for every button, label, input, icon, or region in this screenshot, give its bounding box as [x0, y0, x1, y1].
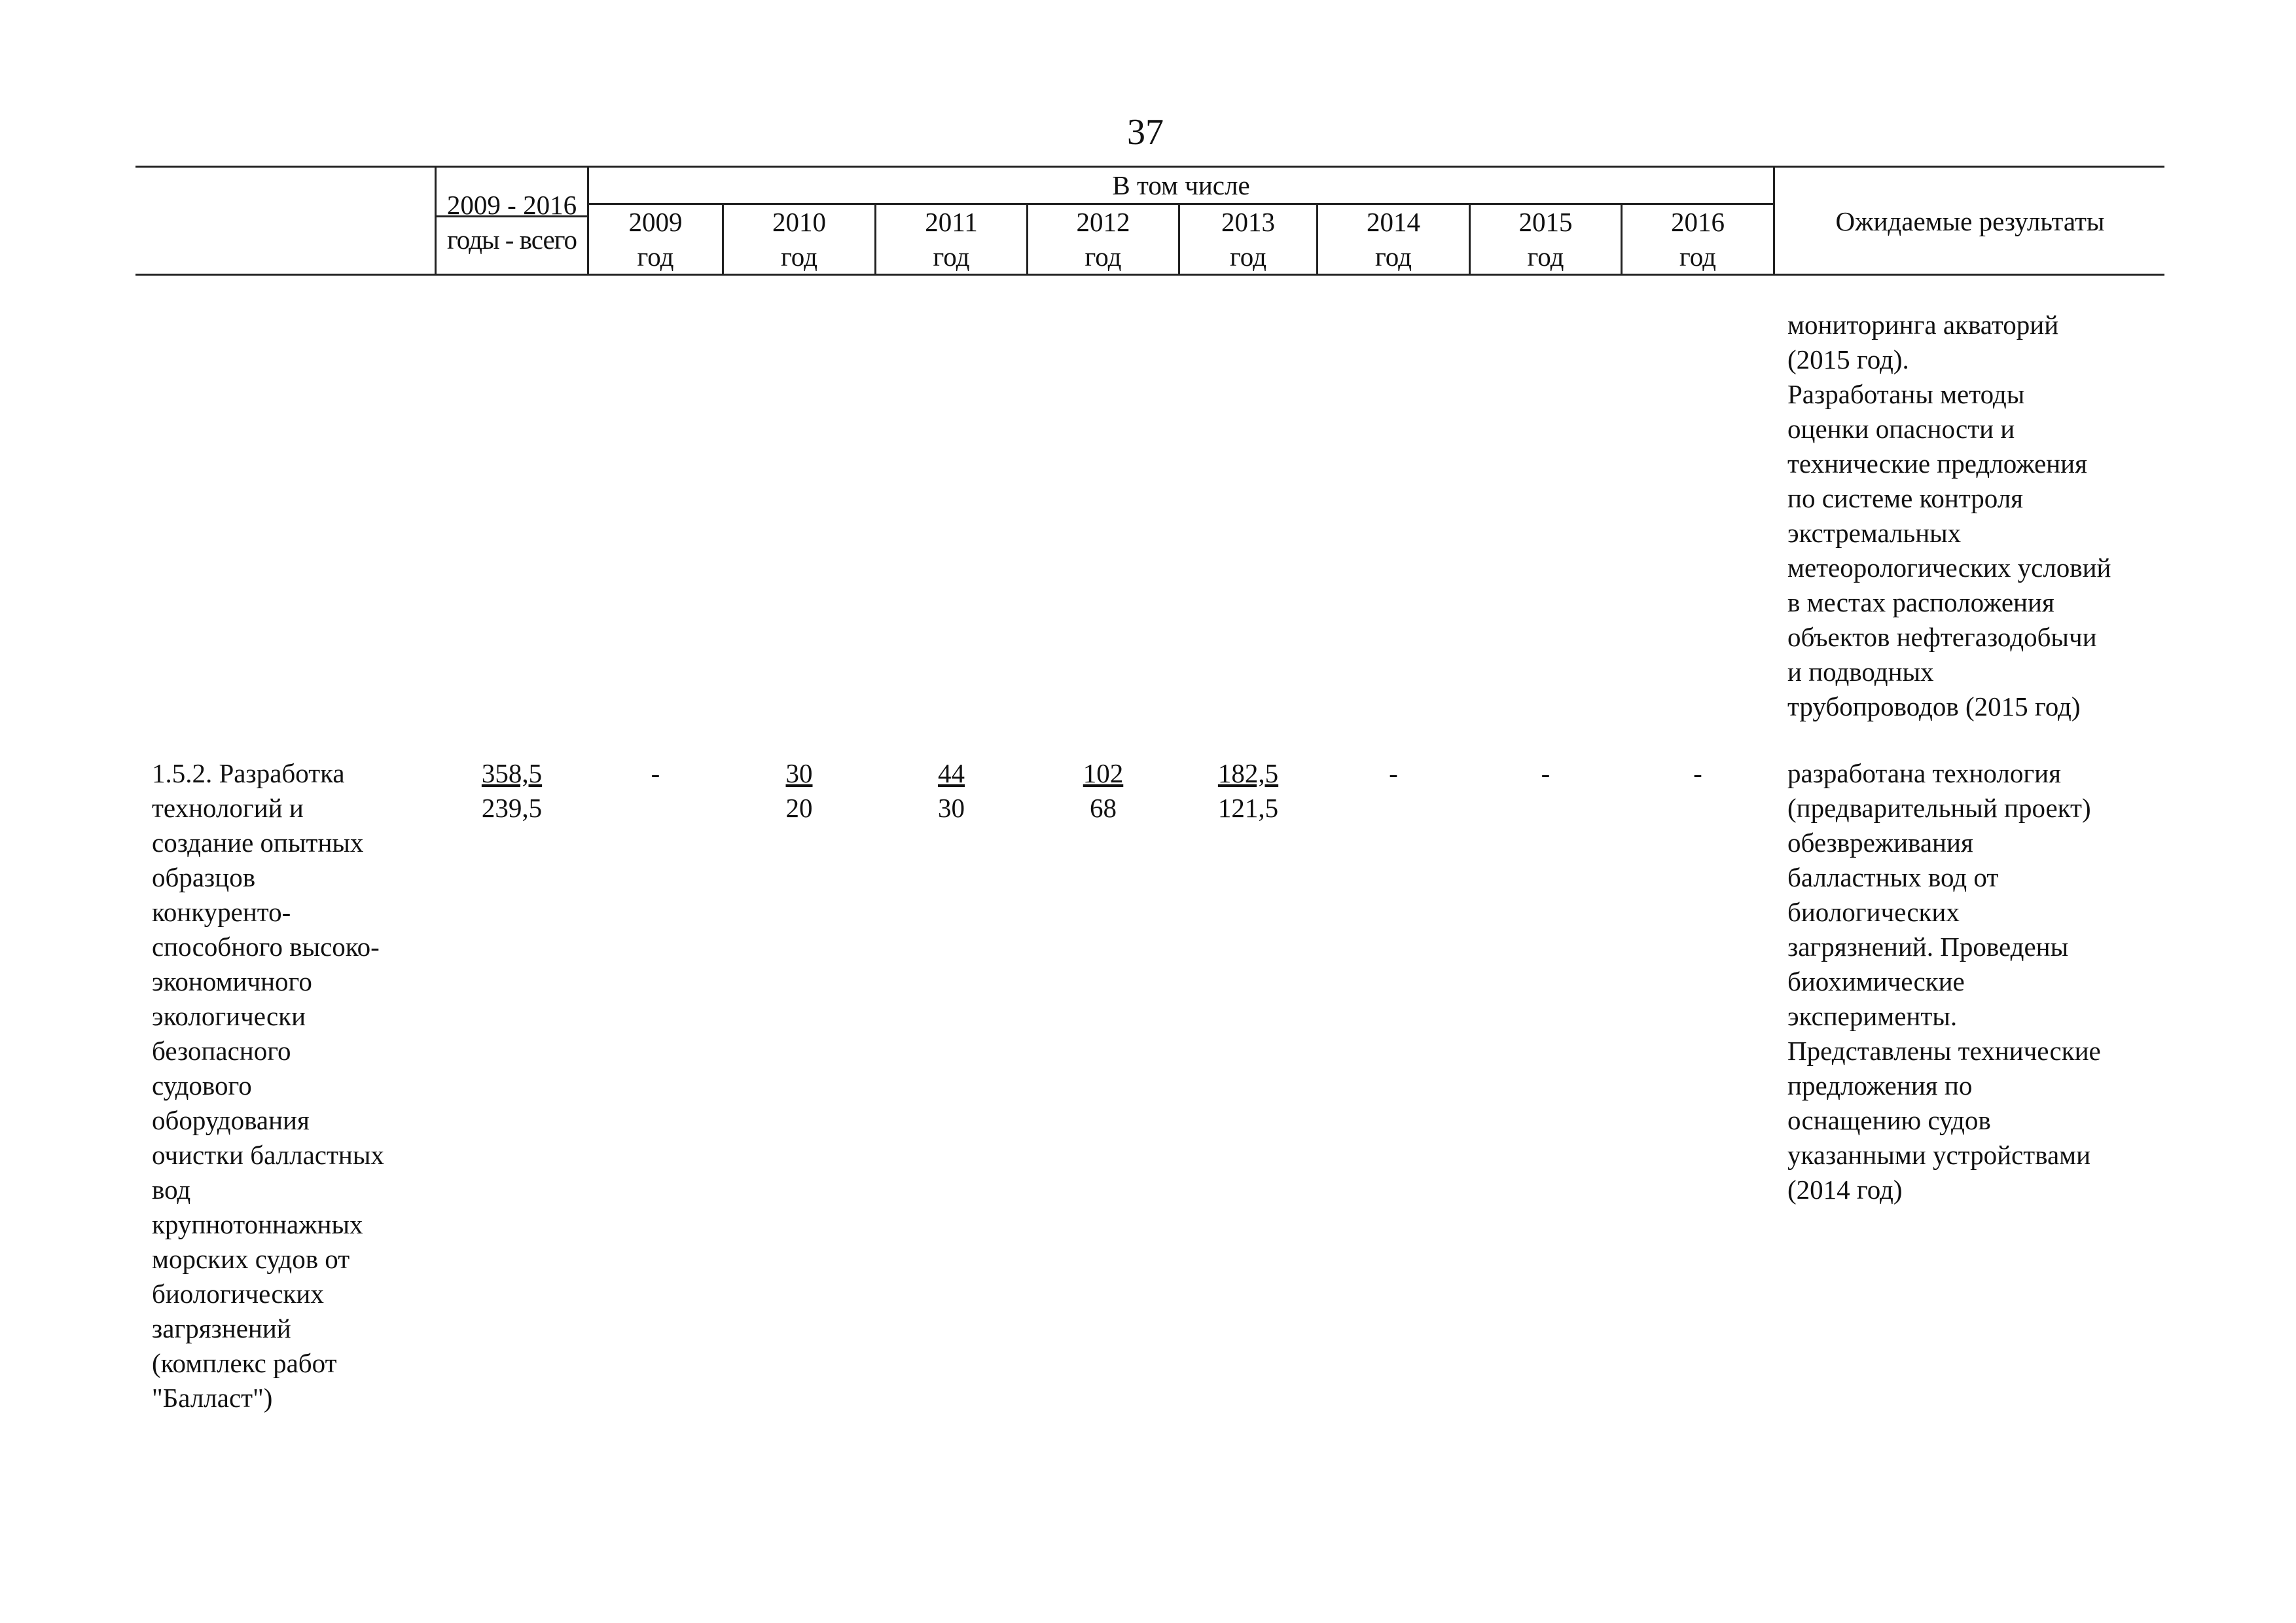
header-top-rule [135, 166, 2164, 168]
row-name-line: очистки балластных [152, 1140, 384, 1170]
results-line: биологических [1787, 897, 1960, 927]
row-name-line: оборудования [152, 1105, 310, 1135]
row-name-line: (комплекс работ [152, 1348, 337, 1378]
value-2013-bottom: 121,5 [1217, 793, 1279, 823]
total-value-bottom: 239,5 [481, 793, 543, 823]
results-line: метеорологических условий [1787, 553, 2111, 583]
results-line: предложения по [1787, 1070, 1973, 1101]
value-2012-bottom: 68 [1090, 793, 1117, 823]
results-line: загрязнений. Проведены [1787, 932, 2069, 962]
value-2015-top: - [1541, 758, 1551, 788]
row-name-line: безопасного [152, 1036, 291, 1066]
year-unit-2010: год [781, 242, 817, 272]
results-line: технические предложения [1787, 448, 2087, 479]
year-unit-2013: год [1230, 242, 1266, 272]
value-2011-bottom: 30 [938, 793, 965, 823]
results-line: объектов нефтегазодобычи [1787, 622, 2097, 652]
results-line: экстремальных [1787, 518, 1962, 548]
year-unit-2012: год [1085, 242, 1122, 272]
row-name-line: экологически [152, 1001, 306, 1031]
row-name-line: биологических [152, 1279, 324, 1309]
year-header-2013: 2013 [1221, 207, 1275, 237]
row-name-line: конкуренто- [152, 897, 291, 927]
results-line: Представлены технические [1787, 1036, 2101, 1066]
results-header: Ожидаемые результаты [1835, 206, 2105, 236]
row-name-line: создание опытных [152, 828, 364, 858]
row-results [1787, 756, 2101, 1207]
value-2009-top: - [651, 758, 660, 788]
value-2014-top: - [1389, 758, 1398, 788]
year-unit-2014: год [1375, 242, 1412, 272]
results-line: эксперименты. [1787, 1001, 1958, 1031]
total-label-line-1: 2009 - 2016 [446, 190, 577, 220]
year-header-2016: 2016 [1671, 207, 1725, 237]
results-line: балластных вод от [1787, 862, 1999, 892]
results-line: (2014 год) [1787, 1175, 1903, 1205]
results-line: оснащению судов [1787, 1105, 1991, 1135]
row-name-line: крупнотоннажных [152, 1209, 363, 1239]
value-2010-top: 30 [785, 758, 813, 788]
value-2010-bottom: 20 [785, 793, 813, 823]
results-line: (предварительный проект) [1787, 793, 2091, 823]
continuation-results [1787, 308, 2111, 724]
year-header-2009: 2009 [628, 207, 683, 237]
value-2012-top: 102 [1083, 758, 1124, 788]
row-name-line: вод [152, 1175, 191, 1205]
year-header-2010: 2010 [772, 207, 826, 237]
row-name-line: судового [152, 1070, 252, 1101]
year-unit-2011: год [933, 242, 970, 272]
row-name-line: морских судов от [152, 1244, 350, 1274]
results-line: Разработаны методы [1787, 379, 2025, 409]
row-name-line: 1.5.2. Разработка [152, 758, 345, 788]
value-2016-top: - [1693, 758, 1702, 788]
including-label: В том числе [1112, 170, 1250, 200]
row-name-line: "Балласт") [152, 1383, 273, 1413]
results-line: и подводных [1787, 657, 1934, 687]
row-name-line: образцов [152, 862, 256, 892]
results-line: разработана технология [1787, 758, 2061, 788]
year-header-2015: 2015 [1518, 207, 1573, 237]
year-header-2014: 2014 [1367, 207, 1420, 237]
total-value-top: 358,5 [481, 758, 543, 788]
page-number: 37 [1127, 112, 1164, 153]
results-line: трубопроводов (2015 год) [1787, 691, 2081, 721]
value-2013-top: 182,5 [1217, 758, 1279, 788]
year-unit-2015: год [1527, 242, 1564, 272]
results-line: (2015 год). [1787, 344, 1909, 374]
year-header-2011: 2011 [925, 207, 978, 237]
year-unit-2009: год [637, 242, 674, 272]
year-header-2012: 2012 [1076, 207, 1130, 237]
results-line: мониторинга акваторий [1787, 310, 2059, 340]
results-line: биохимические [1787, 966, 1965, 996]
total-label-line-2: годы - всего [447, 225, 577, 255]
row-name-line: технологий и [152, 793, 304, 823]
results-line: оценки опасности и [1787, 414, 2015, 444]
row-name-line: загрязнений [152, 1313, 291, 1343]
row-name-line: способного высоко- [152, 932, 380, 962]
value-2011-top: 44 [938, 758, 965, 788]
results-line: указанными устройствами [1787, 1140, 2091, 1170]
year-unit-2016: год [1679, 242, 1716, 272]
row-name [152, 756, 384, 1415]
results-line: обезвреживания [1787, 828, 1973, 858]
results-line: в местах расположения [1787, 587, 2054, 617]
row-name-line: экономичного [152, 966, 312, 996]
results-line: по системе контроля [1787, 483, 2024, 513]
